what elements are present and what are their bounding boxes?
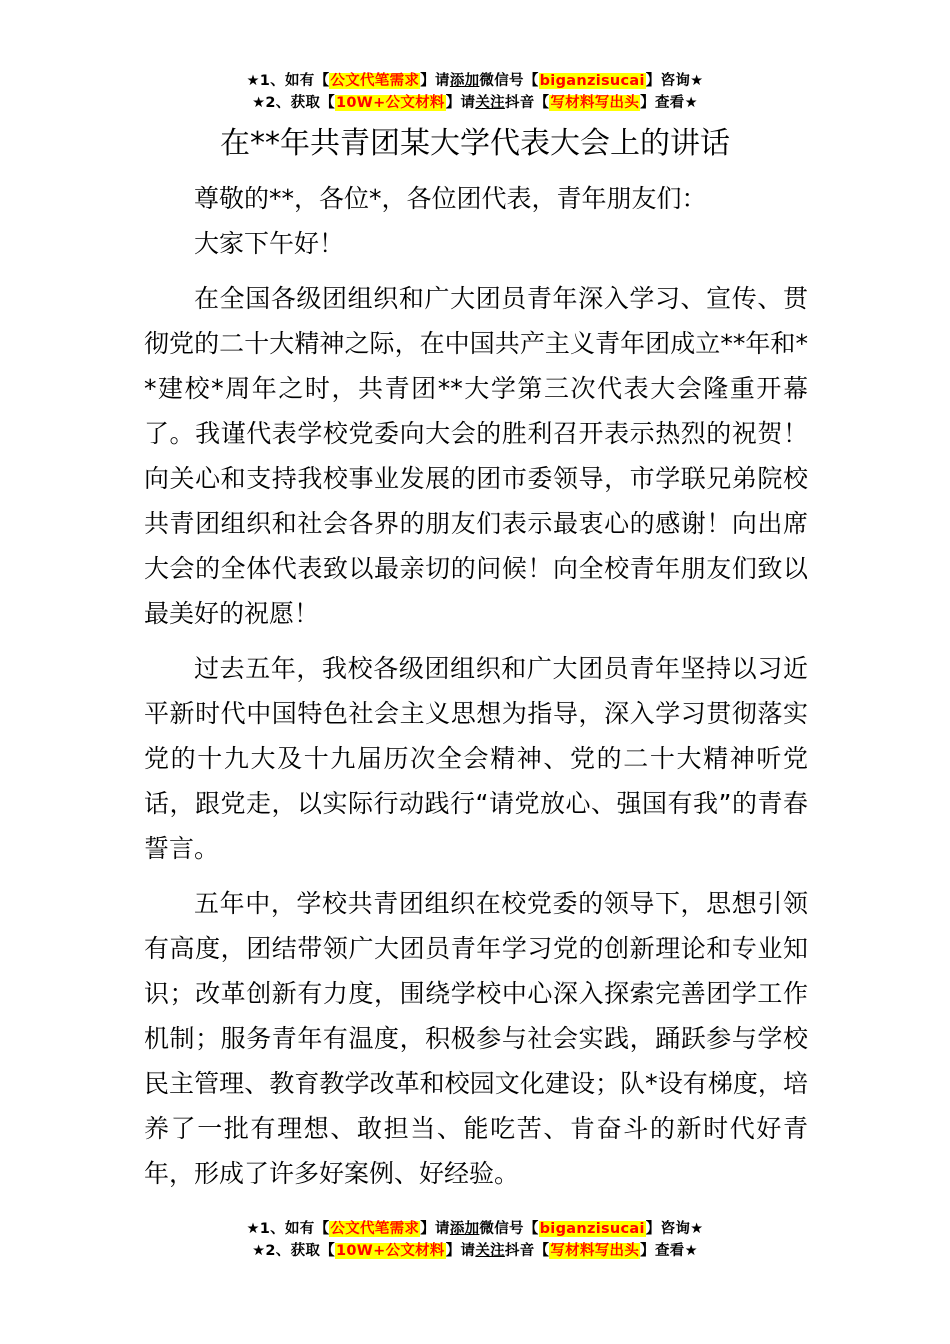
highlight-wechat-id: biganzisucai (539, 1221, 645, 1237)
banner-text: 抖音【 (504, 95, 550, 111)
banner-text: ★1、如有【 (246, 73, 330, 89)
banner-text: 】请 (445, 95, 476, 111)
highlight-service: 公文代笔需求 (330, 1221, 420, 1237)
paragraph: 五年中，学校共青团组织在校党委的领导下，思想引领有高度，团结带领广大团员青年学习党的创新理论和专业知识；改革创新有力度，围绕学校中心深入探索完善团学工作机制；服务青年有温度，积极参与社会实践，踊跃参与学校民主管理、教育教学改革和校园文化建设；队*设有梯度，培养了一批有理想、敢担当、能吃苦、肯奋斗的新时代好青年，形成了许多好案例、好经验。 (144, 889, 808, 1188)
banner-underlined: 关注 (475, 95, 505, 111)
banner-text: 微信号【 (479, 73, 539, 89)
banner-text: 】请 (420, 73, 450, 89)
highlight-materials: 10W+公文材料 (336, 1243, 445, 1259)
header-line-2 (0, 92, 950, 114)
banner-underlined: 关注 (475, 1243, 505, 1259)
greeting: 大家下午好！ (194, 229, 345, 258)
banner-text: 】查看★ (640, 95, 698, 111)
highlight-douyin: 写材料写出头 (550, 95, 640, 111)
banner-text: 抖音【 (504, 1243, 550, 1259)
banner-text: 】请 (420, 1221, 450, 1237)
document-title: 在**年共青团某大学代表大会上的讲话 (220, 126, 730, 161)
banner-underlined: 添加 (449, 73, 480, 89)
banner-text: 】咨询★ (645, 73, 704, 89)
highlight-wechat-id: biganzisucai (539, 73, 645, 89)
highlight-materials: 10W+公文材料 (336, 95, 445, 111)
banner-text: ★2、获取【 (252, 95, 335, 111)
header-banner (0, 70, 950, 114)
banner-text: ★1、如有【 (246, 1221, 330, 1237)
header-line-1 (0, 70, 950, 92)
banner-text: ★2、获取【 (252, 1243, 335, 1259)
paragraph: 在全国各级团组织和广大团员青年深入学习、宣传、贯彻党的二十大精神之际，在中国共产主义青年团成立**年和**建校*周年之时，共青团**大学第三次代表大会隆重开幕了。我谨代表学校党委向大会的胜利召开表示热烈的祝贺！向关心和支持我校事业发展的团市委领导，市学联兄弟院校共青团组织和社会各界的朋友们表示最衷心的感谢！向出席大会的全体代表致以最亲切的问候！向全校青年朋友们致以最美好的祝愿！ (144, 284, 808, 628)
salutation: 尊敬的**，各位*，各位团代表，青年朋友们： (194, 184, 707, 213)
banner-text: 】查看★ (640, 1243, 698, 1259)
footer-line-2 (0, 1240, 950, 1262)
footer-banner (0, 1218, 950, 1262)
banner-underlined: 添加 (449, 1221, 480, 1237)
paragraph: 过去五年，我校各级团组织和广大团员青年坚持以习近平新时代中国特色社会主义思想为指导，深入学习贯彻落实党的十九大及十九届历次全会精神、党的二十大精神听党话，跟党走，以实际行动践行“请党放心、强国有我”的青春誓言。 (144, 654, 808, 863)
highlight-douyin: 写材料写出头 (550, 1243, 640, 1259)
banner-text: 】请 (445, 1243, 476, 1259)
banner-text: 】咨询★ (645, 1221, 704, 1237)
document-body (144, 176, 808, 1196)
highlight-service: 公文代笔需求 (330, 73, 420, 89)
banner-text: 微信号【 (479, 1221, 539, 1237)
footer-line-1 (0, 1218, 950, 1240)
